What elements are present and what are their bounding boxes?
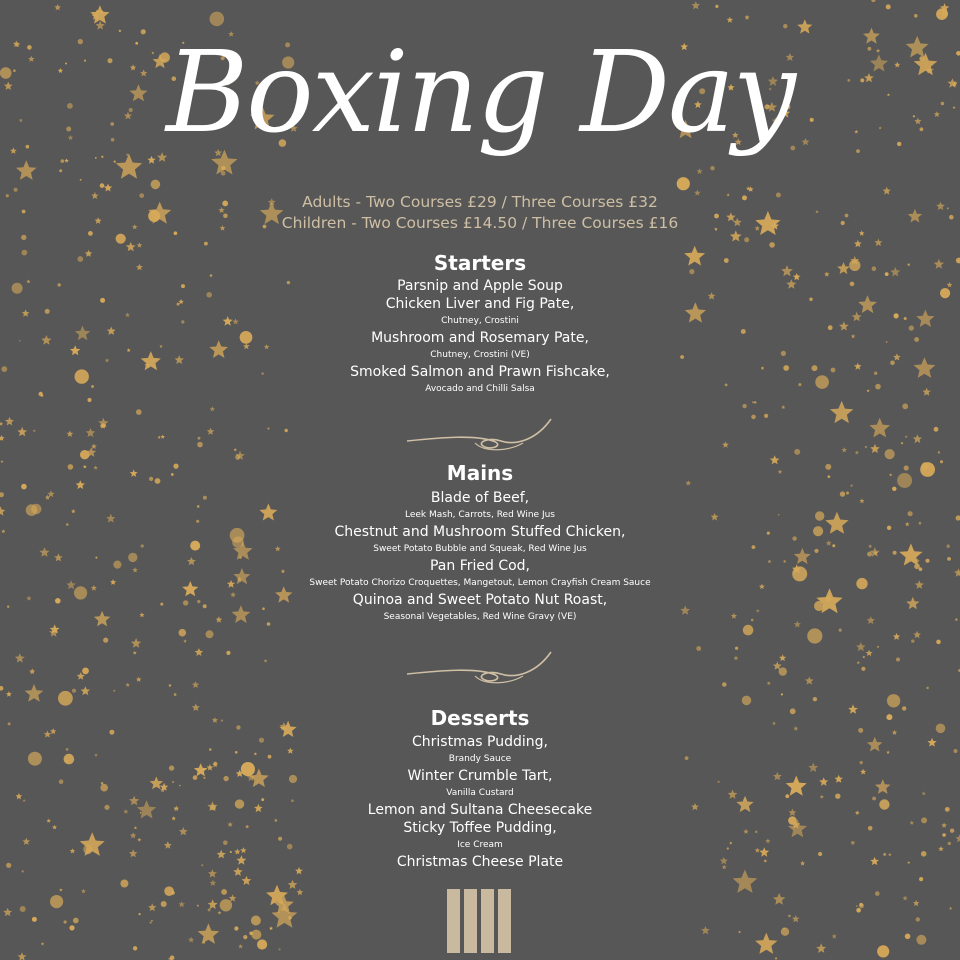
menu-item-name: Chestnut and Mushroom Stuffed Chicken,: [334, 524, 626, 540]
menu-item-name: Christmas Pudding,: [412, 734, 548, 750]
desserts-list: [0, 733, 960, 871]
menu-item-description: Sweet Potato Bubble and Squeak, Red Wine Jus: [373, 544, 587, 554]
menu-item-name: Christmas Cheese Plate: [396, 854, 564, 870]
menu-item-name: Smoked Salmon and Prawn Fishcake,: [350, 364, 610, 380]
logo-bars-icon: [447, 889, 513, 953]
children-prices: Children - Two Courses £14.50 / Three Courses £16: [281, 214, 679, 232]
menu-item-name: Winter Crumble Tart,: [407, 768, 553, 784]
menu-item-description: Chutney, Crostini (VE): [430, 350, 530, 360]
section-title-starters: Starters: [433, 251, 527, 275]
menu-item-name: Quinoa and Sweet Potato Nut Roast,: [352, 592, 608, 608]
menu-item-description: Seasonal Vegetables, Red Wine Gravy (VE): [383, 612, 577, 622]
menu-item-name: Mushroom and Rosemary Pate,: [371, 330, 589, 346]
menu-item-name: Chicken Liver and Fig Pate,: [385, 296, 575, 312]
menu-item-name: Parsnip and Apple Soup: [397, 278, 563, 294]
menu-item-description: Avocado and Chilli Salsa: [425, 384, 535, 394]
menu-item-description: Sweet Potato Chorizo Croquettes, Mangetout, Lemon Crayfish Cream Sauce: [309, 578, 651, 588]
starters-list: [0, 277, 960, 397]
flourish-divider-icon: [405, 650, 555, 690]
menu-item-description: Ice Cream: [457, 840, 503, 850]
flourish-divider-icon: [405, 417, 555, 457]
menu-item-description: Brandy Sauce: [448, 754, 512, 764]
menu-title: Boxing Day: [166, 28, 794, 158]
section-title-mains: Mains: [446, 461, 514, 485]
section-title-desserts: Desserts: [430, 706, 530, 730]
adult-prices: Adults - Two Courses £29 / Three Courses £32: [302, 193, 658, 211]
menu-item-description: Chutney, Crostini: [441, 316, 519, 326]
menu-item-name: Sticky Toffee Pudding,: [403, 820, 557, 836]
mains-list: [0, 489, 960, 625]
menu-item-description: Vanilla Custard: [446, 788, 514, 798]
menu-item-name: Lemon and Sultana Cheesecake: [367, 802, 593, 818]
menu-item-name: Blade of Beef,: [430, 490, 530, 506]
menu-item-description: Leek Mash, Carrots, Red Wine Jus: [405, 510, 555, 520]
menu-item-name: Pan Fried Cod,: [429, 558, 531, 574]
